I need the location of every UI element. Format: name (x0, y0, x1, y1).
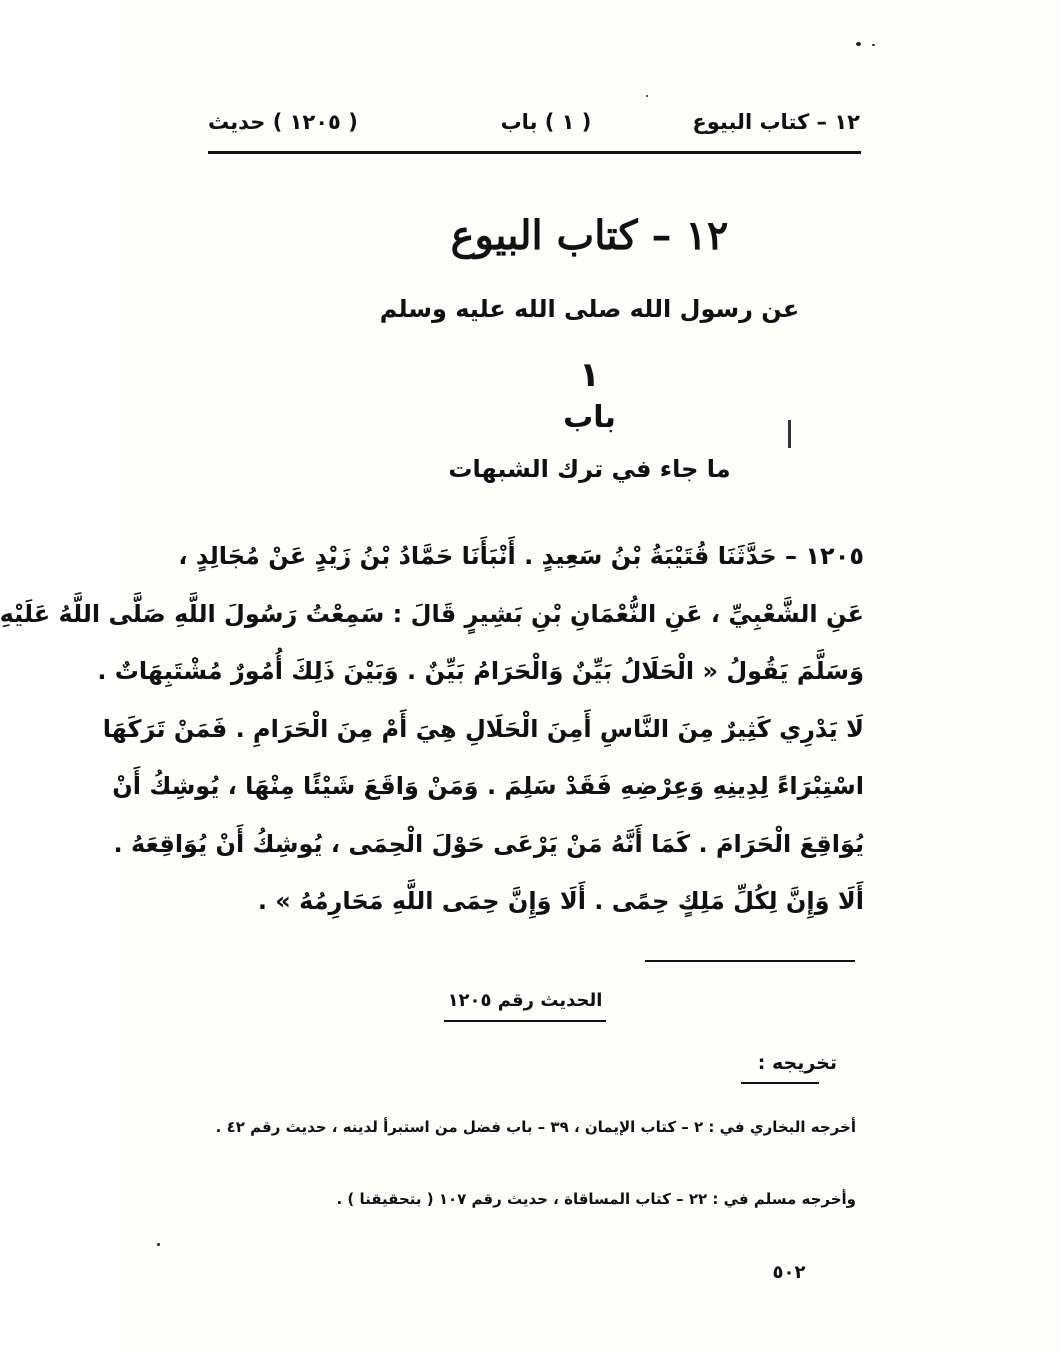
hadith-text (0, 528, 864, 931)
takhrij-label: تخريجه : (757, 1052, 837, 1074)
scan-speck (646, 95, 648, 97)
footnote-reference-muslim: وأخرجه مسلم في : ٢٢ – كتاب المساقاة ، حديث رقم ١٠٧ ( بتحقيقنا ) . (336, 1190, 856, 1208)
page-number: ٥٠٢ (772, 1262, 806, 1283)
margin-mark (788, 420, 791, 448)
footnote-heading-underline (444, 1020, 606, 1022)
header-rule (208, 151, 861, 154)
chapter-number: ١ (579, 355, 600, 395)
footnote-reference-bukhari: أخرجه البخاري في : ٢ – كتاب الإيمان ، ٣٩ – باب فضل من استبرأ لدينه ، حديث رقم ٤٢ . (215, 1118, 856, 1136)
running-header (208, 110, 860, 146)
footnote-heading: الحديث رقم ١٢٠٥ (447, 990, 603, 1011)
header-hadith-number: ( ١٢٠٥ ) حديث (208, 110, 358, 134)
book-title: ١٢ – كتاب البيوع (450, 212, 729, 259)
scan-speck (856, 42, 861, 46)
header-chapter: ( ١ ) باب (500, 110, 592, 134)
hadith-line: يُوَاقِعَ الْحَرَامَ . كَمَا أَنَّهُ مَنْ يَرْعَى حَوْلَ الْحِمَى ، يُوشِكُ أَنْ يُوَاقِعَهُ . (113, 829, 864, 858)
hadith-line: عَنِ الشَّعْبِيِّ ، عَنِ النُّعْمَانِ بْنِ بَشِيرٍ قَالَ : سَمِعْتُ رَسُولَ اللَّهِ صَلَّى اللَّهُ عَلَيْهِ (0, 599, 864, 628)
hadith-line: اسْتِبْرَاءً لِدِينِهِ وَعِرْضِهِ فَقَدْ سَلِمَ . وَمَنْ وَاقَعَ شَيْئًا مِنْهَا ، يُوشِكُ أَنْ (112, 772, 864, 800)
footnote-separator (645, 960, 855, 962)
chapter-label: باب (563, 400, 616, 435)
book-subtitle: عن رسول الله صلى الله عليه وسلم (379, 295, 800, 323)
chapter-title: ما جاء في ترك الشبهات (448, 455, 731, 483)
scan-speck (157, 1243, 160, 1246)
scan-speck (872, 44, 875, 46)
hadith-line: لَا يَدْرِي كَثِيرٌ مِنَ النَّاسِ أَمِنَ الْحَلَالِ هِيَ أَمْ مِنَ الْحَرَامِ . فَمَنْ تَرَكَهَا (102, 714, 864, 743)
takhrij-underline (741, 1082, 819, 1084)
hadith-line: وَسَلَّمَ يَقُولُ « الْحَلَالُ بَيِّنٌ وَالْحَرَامُ بَيِّنٌ . وَبَيْنَ ذَلِكَ أُمُورٌ مُشْتَبِهَاتٌ . (97, 657, 864, 685)
hadith-line: ١٢٠٥ – حَدَّثَنَا قُتَيْبَةُ بْنُ سَعِيدٍ . أَنْبَأَنَا حَمَّادُ بْنُ زَيْدٍ عَنْ مُجَالِدٍ ، (178, 542, 864, 570)
hadith-line: أَلَا وَإِنَّ لِكُلِّ مَلِكٍ حِمًى . أَلَا وَإِنَّ حِمَى اللَّهِ مَحَارِمُهُ » . (257, 887, 864, 915)
header-book-name: ١٢ – كتاب البيوع (692, 110, 860, 134)
